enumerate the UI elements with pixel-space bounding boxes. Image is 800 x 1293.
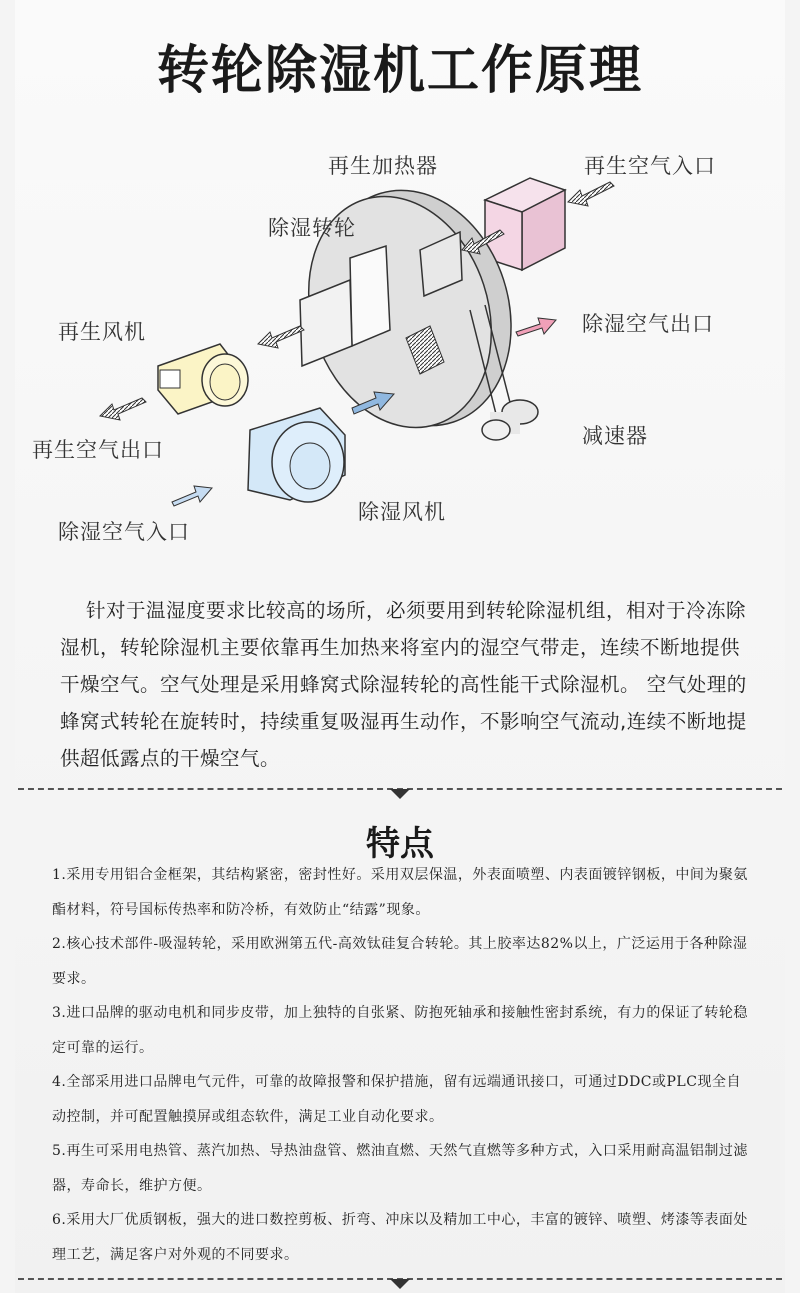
divider-notch-icon (390, 1279, 410, 1289)
label-regen-heater: 再生加热器 (328, 154, 438, 178)
dehum-outlet-arrow (516, 318, 556, 336)
section-divider (18, 788, 782, 790)
page-title: 转轮除湿机工作原理 (156, 41, 643, 101)
description-paragraph: 针对于温湿度要求比较高的场所，必须要用到转轮除湿机组，相对于冷冻除湿机，转轮除湿机主要依靠再生加热来将室内的湿空气带走，连续不断地提供干燥空气。空气处理是采用蜂窝式除湿转轮的高性能干式除湿机。 空气处理的蜂窝式转轮在旋转时，持续重复吸湿再生动作，不影响空气流动,连续不断地提供超低露点的干燥空气。 (60, 599, 747, 770)
label-regen-air-inlet: 再生空气入口 (584, 154, 716, 178)
dehum-inlet-arrow (172, 486, 212, 506)
regen-heater-box (485, 178, 565, 270)
label-regen-air-outlet: 再生空气出口 (32, 438, 164, 462)
feature-item: 4.全部采用进口品牌电气元件，可靠的故障报警和保护措施，留有远端通讯接口，可通过DDC或PLC现全自动控制，并可配置触摸屏或组态软件，满足工业自动化要求。 (52, 1074, 741, 1125)
label-dehum-air-inlet: 除湿空气入口 (58, 520, 190, 544)
feature-item: 6.采用大厂优质钢板，强大的进口数控剪板、折弯、冲床以及精加工中心，丰富的镀锌、喷塑、烤漆等表面处理工艺，满足客户对外观的不同要求。 (52, 1212, 748, 1263)
bottom-divider (18, 1278, 782, 1280)
regen-inlet-arrow (568, 182, 614, 206)
dehumidifier-diagram (0, 130, 800, 570)
feature-item: 2.核心技术部件-吸湿转轮，采用欧洲第五代-高效钛硅复合转轮。其上胶率达82%以上，广泛运用于各种除湿要求。 (52, 936, 748, 987)
divider-notch-icon (390, 789, 410, 799)
feature-item: 3.进口品牌的驱动电机和同步皮带，加上独特的自张紧、防抱死轴承和接触性密封系统，有力的保证了转轮稳定可靠的运行。 (52, 1005, 748, 1056)
regen-fan (158, 344, 248, 414)
reducer (482, 400, 538, 440)
feature-item: 1.采用专用铝合金框架，其结构紧密，密封性好。采用双层保温，外表面喷塑、内表面镀锌钢板，中间为聚氨酯材料，符号国标传热率和防冷桥，有效防止“结露”现象。 (52, 867, 748, 918)
label-reducer: 减速器 (582, 424, 648, 448)
features-title: 特点 (366, 824, 434, 864)
regen-outlet-arrow (100, 398, 146, 420)
dehum-fan (248, 408, 345, 502)
label-regen-fan: 再生风机 (58, 320, 146, 344)
features-list (52, 858, 752, 1272)
wheel-to-regen-fan-arrow (258, 326, 304, 348)
label-desiccant-wheel: 除湿转轮 (268, 216, 356, 240)
label-dehum-fan: 除湿风机 (358, 500, 446, 524)
label-dehum-air-outlet: 除湿空气出口 (582, 312, 714, 336)
feature-item: 5.再生可采用电热管、蒸汽加热、导热油盘管、燃油直燃、天然气直燃等多种方式，入口采用耐高温铝制过滤器，寿命长，维护方便。 (52, 1143, 748, 1194)
